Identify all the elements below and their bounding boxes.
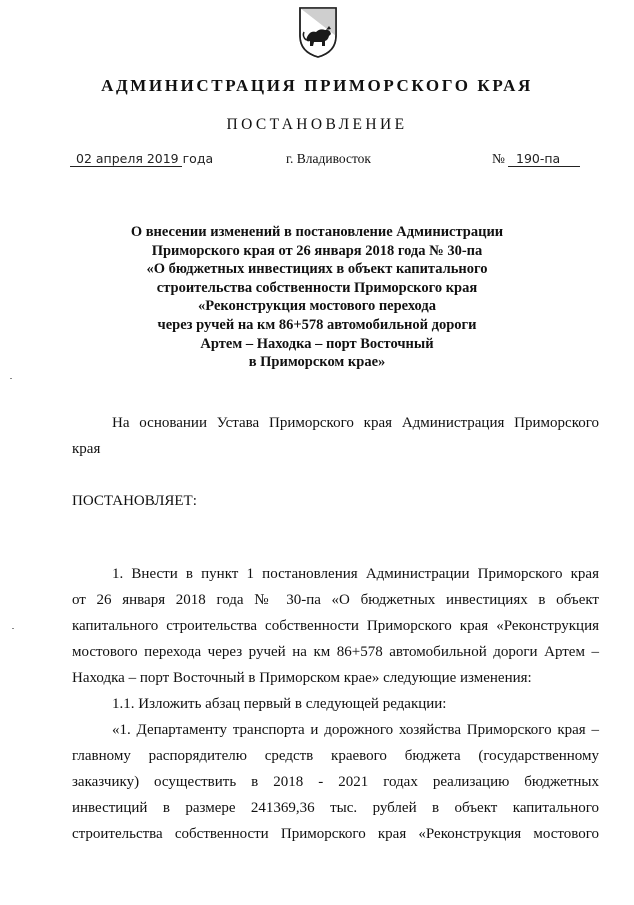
document-type: ПОСТАНОВЛЕНИЕ — [226, 116, 408, 133]
document-title — [110, 223, 524, 372]
item-1-paragraph — [72, 561, 599, 691]
text-line: заказчику) осуществить в 2018 - 2021 годах реализацию бюджетных — [72, 774, 599, 790]
title-line: Артем – Находка – порт Восточный — [200, 335, 434, 352]
coat-of-arms-icon — [298, 6, 338, 58]
text-line: 1. Внести в пункт 1 постановления Администрации Приморского края — [112, 566, 599, 582]
number-sign: № — [492, 151, 505, 166]
text-line: края — [72, 441, 101, 457]
text-line: инвестиций в размере 241369,36 тыс. рублей в объект капитального — [72, 800, 599, 816]
title-line: через ручей на км 86+578 автомобильной дороги — [157, 316, 477, 333]
basis-paragraph — [72, 410, 599, 462]
title-line: строительства собственности Приморского края — [156, 279, 478, 296]
title-line: «Реконструкция мостового перехода — [198, 298, 436, 315]
date-underline — [70, 166, 182, 167]
text-line: Находка – порт Восточный в Приморском крае» следующие изменения: — [72, 670, 532, 686]
title-line: «О бюджетных инвестициях в объект капитального — [146, 261, 488, 278]
text-line: «1. Департаменту транспорта и дорожного хозяйства Приморского края – — [112, 722, 599, 738]
text-line: 1.1. Изложить абзац первый в следующей редакции: — [112, 696, 447, 712]
decree-heading: ПОСТАНОВЛЯЕТ: — [72, 493, 197, 509]
organization-title: АДМИНИСТРАЦИЯ ПРИМОРСКОГО КРАЯ — [101, 76, 533, 95]
scan-speck — [12, 628, 14, 629]
title-line: О внесении изменений в постановление Администрации — [130, 224, 504, 240]
city-name: г. Владивосток — [286, 151, 371, 166]
number-underline — [508, 166, 580, 167]
document-number: 190-па — [516, 151, 561, 166]
text-line: главному распорядителю средств краевого бюджета (государственному — [72, 748, 599, 764]
scan-speck — [10, 378, 12, 379]
text-line: капитального строительства собственности Приморского края «Реконструкция — [72, 618, 599, 634]
text-line: На основании Устава Приморского края Администрация Приморского — [112, 415, 599, 431]
item-1-1-paragraph — [72, 691, 599, 717]
quoted-paragraph — [72, 717, 599, 847]
document-date: 02 апреля 2019 года — [76, 151, 214, 166]
text-line: строительства собственности Приморского края «Реконструкция мостового — [72, 826, 599, 842]
text-line: от 26 января 2018 года № 30-па «О бюджетных инвестициях в объект — [72, 592, 599, 608]
title-line: Приморского края от 26 января 2018 года № 30-па — [151, 242, 483, 259]
title-line: в Приморском крае» — [248, 354, 386, 371]
text-line: мостового перехода через ручей на км 86+578 автомобильной дороги Артем – — [72, 644, 599, 660]
